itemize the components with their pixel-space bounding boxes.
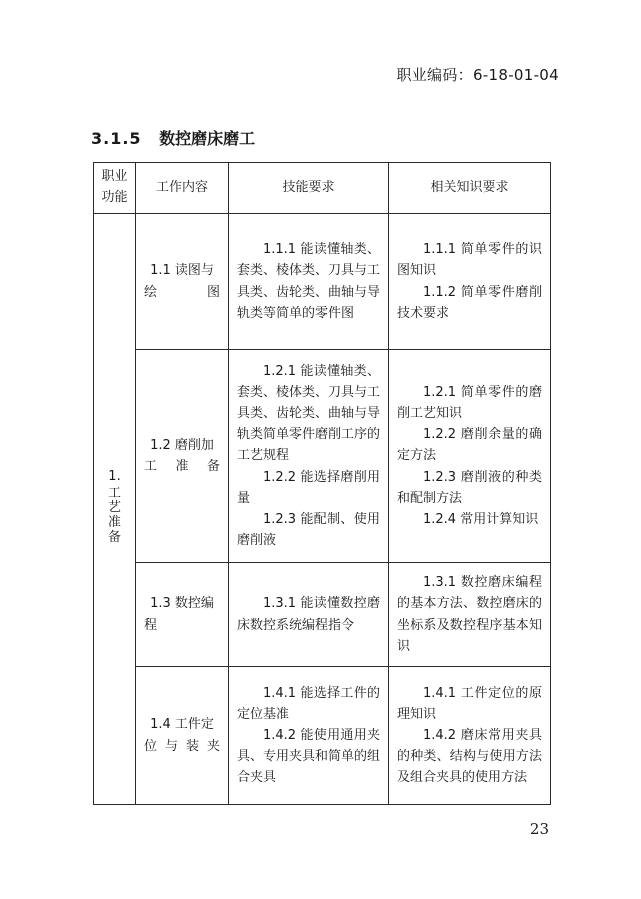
knowledge-item: 1.1.2 简单零件磨削技术要求: [397, 284, 542, 321]
function-char: 艺: [107, 500, 121, 516]
function-number: 1.: [108, 468, 121, 484]
knowledge-item: 1.2.3 磨削液的种类和配制方法: [397, 469, 542, 506]
section-title: 数控磨床磨工: [159, 129, 256, 148]
skill-item: 1.2.1 能读懂轴类、套类、棱体类、刀具与工具类、齿轮类、曲轴与导轨类简单零件磨削工序的工艺规程: [237, 364, 381, 464]
knowledge-item: 1.3.1 数控磨床编程的基本方法、数控磨床的坐标系及数控程序基本知识: [397, 575, 542, 654]
table-row: [94, 563, 551, 667]
knowledge-item: 1.4.1 工件定位的原理知识: [397, 685, 542, 722]
occupation-code: 职业编码：6-18-01-04: [396, 66, 559, 84]
table-row: [94, 214, 551, 350]
header-skill-requirements: 技能要求: [229, 163, 389, 214]
knowledge-item: 1.2.2 磨削余量的确定方法: [397, 427, 542, 464]
work-content-cell: [136, 214, 229, 350]
table-row: [94, 667, 551, 805]
work-content-text: 1.1 读图与绘图: [144, 263, 220, 300]
work-content-text: 1.2 磨削加工准备: [144, 437, 220, 474]
header-function-line: 职业: [101, 169, 128, 185]
knowledge-cell: [389, 667, 551, 805]
knowledge-item: 1.2.1 简单零件的磨削工艺知识: [397, 385, 542, 422]
knowledge-cell: [389, 563, 551, 667]
header-function-label: [101, 169, 127, 205]
skill-cell: [229, 350, 389, 563]
work-content-cell: [136, 667, 229, 805]
work-content-cell: [136, 350, 229, 563]
table-row: [94, 350, 551, 563]
knowledge-cell: [389, 350, 551, 563]
knowledge-item: 1.2.4 常用计算知识: [423, 511, 539, 527]
function-cell: [94, 214, 136, 805]
page-number: 23: [529, 820, 549, 838]
header-work-content: 工作内容: [136, 163, 229, 214]
knowledge-item: 1.1.1 简单零件的识图知识: [397, 242, 542, 279]
skill-item: 1.2.2 能选择磨削用量: [237, 469, 380, 506]
skill-item: 1.4.1 能选择工件的定位基准: [237, 685, 380, 722]
function-char: 准: [107, 515, 121, 531]
knowledge-cell: [389, 214, 551, 350]
work-content-text: 1.4 工件定位与装夹: [144, 717, 220, 754]
skill-standard-table: [93, 162, 551, 805]
section-heading: [91, 126, 255, 149]
section-number: 3.1.5: [91, 129, 142, 148]
work-content-text: 1.3 数控编程: [144, 596, 214, 633]
header-knowledge-requirements: 相关知识要求: [389, 163, 551, 214]
work-content-cell: [136, 563, 229, 667]
skill-item: 1.3.1 能读懂数控磨床数控系统编程指令: [237, 596, 380, 633]
skill-item: 1.1.1 能读懂轴类、套类、棱体类、刀具与工具类、齿轮类、曲轴与导轨类等简单的零件图: [237, 242, 381, 321]
function-char: 备: [107, 530, 121, 546]
function-label: [106, 470, 124, 547]
knowledge-item: 1.4.2 磨床常用夹具的种类、结构与使用方法及组合夹具的使用方法: [397, 727, 542, 786]
header-function-line: 功能: [101, 190, 128, 205]
skill-cell: [229, 667, 389, 805]
table-header-row: [94, 163, 551, 214]
skill-item: 1.4.2 能使用通用夹具、专用夹具和简单的组合夹具: [237, 727, 381, 786]
skill-cell: [229, 563, 389, 667]
skill-item: 1.2.3 能配制、使用磨削液: [237, 511, 380, 548]
header-function: [94, 163, 136, 214]
skill-cell: [229, 214, 389, 350]
function-char: 工: [107, 485, 121, 501]
